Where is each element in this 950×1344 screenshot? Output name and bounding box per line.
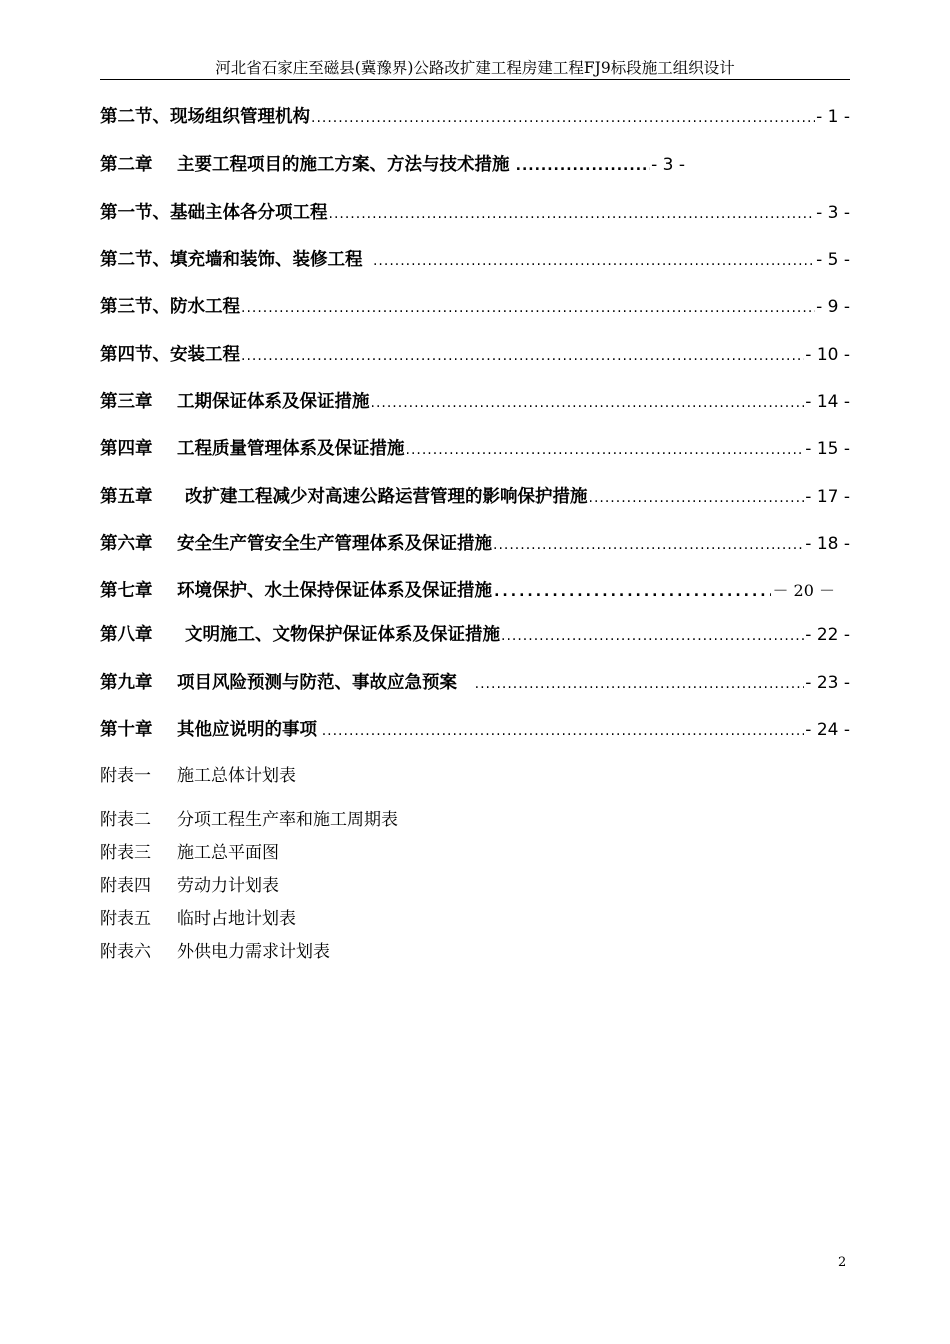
toc-leader — [494, 579, 771, 604]
toc-entry-title: 防水工程 — [170, 297, 240, 317]
toc-entry-title: 其他应说明的事项 — [177, 720, 317, 740]
toc-entry-title: 文明施工、文物保护保证体系及保证措施 — [185, 625, 500, 645]
toc-entry-page: - 24 - — [805, 720, 850, 740]
toc-entry[interactable] — [100, 717, 850, 743]
appendix-title: 施工总平面图 — [177, 843, 279, 863]
toc-leader — [406, 437, 805, 462]
appendix-label: 附表六 — [100, 942, 151, 962]
page-number: 2 — [838, 1255, 847, 1270]
header-rule — [100, 79, 850, 80]
toc-entry-number: 第三章 — [100, 392, 153, 412]
toc-entry-title: 环境保护、水土保持保证体系及保证措施 — [177, 581, 492, 601]
toc-leader — [241, 343, 804, 368]
toc-entry-title: 填充墙和装饰、装修工程 — [170, 250, 363, 270]
toc-entry-title: 现场组织管理机构 — [170, 107, 310, 127]
appendix-label: 附表二 — [100, 810, 151, 830]
appendix-item — [100, 841, 279, 865]
toc-entry[interactable] — [100, 484, 850, 510]
toc-leader — [241, 295, 815, 320]
toc-leader — [475, 671, 805, 696]
toc-leader — [311, 105, 815, 130]
toc-entry-title: 工程质量管理体系及保证措施 — [177, 439, 405, 459]
appendix-label: 附表五 — [100, 909, 151, 929]
toc-entry[interactable] — [100, 200, 850, 226]
toc-entry-page: - 22 - — [805, 625, 850, 645]
toc-entry-number: 第七章 — [100, 581, 153, 601]
toc-entry-number: 第三节、 — [100, 297, 170, 317]
appendix-title: 临时占地计划表 — [177, 909, 296, 929]
toc-entry-number: 第二节、 — [100, 107, 170, 127]
toc-entry-page: - 15 - — [805, 439, 850, 459]
toc-entry[interactable] — [100, 389, 850, 415]
toc-entry[interactable] — [100, 436, 850, 462]
toc-entry-page: - 18 - — [805, 534, 850, 554]
toc-entry-title: 改扩建工程减少对高速公路运营管理的影响保护措施 — [185, 487, 588, 507]
toc-entry-number: 第二节、 — [100, 250, 170, 270]
appendix-title: 施工总体计划表 — [177, 766, 296, 786]
toc-entry-number: 第六章 — [100, 534, 153, 554]
toc-entry-page: - 3 - — [816, 203, 850, 223]
toc-leader — [373, 248, 815, 273]
toc-leader — [516, 153, 650, 178]
toc-entry-number: 第一节、 — [100, 203, 170, 223]
toc-entry-title: 项目风险预测与防范、事故应急预案 — [177, 673, 457, 693]
toc-entry[interactable] — [100, 531, 850, 557]
toc-entry-page: － 20 － — [772, 581, 835, 600]
toc-entry-title: 主要工程项目的施工方案、方法与技术措施 — [177, 155, 510, 175]
appendix-label: 附表四 — [100, 876, 151, 896]
toc-entry-number: 第四节、 — [100, 345, 170, 365]
toc-entry[interactable] — [100, 294, 850, 320]
toc-leader — [589, 485, 805, 510]
toc-entry-page: - 3 - — [651, 155, 685, 175]
toc-entry[interactable] — [100, 247, 850, 273]
appendix-item — [100, 808, 398, 832]
toc-entry[interactable] — [100, 578, 835, 604]
toc-entry-page: - 17 - — [805, 487, 850, 507]
toc-entry[interactable] — [100, 670, 850, 696]
appendix-title: 分项工程生产率和施工周期表 — [177, 810, 398, 830]
toc-entry-title: 基础主体各分项工程 — [170, 203, 328, 223]
toc-entry-number: 第四章 — [100, 439, 153, 459]
toc-entry-number: 第五章 — [100, 487, 153, 507]
toc-leader — [501, 623, 804, 648]
toc-entry[interactable] — [100, 152, 685, 178]
toc-entry[interactable] — [100, 104, 850, 130]
toc-entry-page: - 5 - — [816, 250, 850, 270]
toc-entry-page: - 1 - — [816, 107, 850, 127]
toc-entry-page: - 23 - — [805, 673, 850, 693]
toc-entry-page: - 10 - — [805, 345, 850, 365]
appendix-item — [100, 874, 279, 898]
toc-entry[interactable] — [100, 342, 850, 368]
appendix-label: 附表一 — [100, 766, 151, 786]
toc-entry-page: - 14 - — [805, 392, 850, 412]
toc-entry-number: 第八章 — [100, 625, 153, 645]
appendix-item — [100, 764, 296, 788]
toc-entry-title: 工期保证体系及保证措施 — [177, 392, 370, 412]
toc-entry-title: 安全生产管安全生产管理体系及保证措施 — [177, 534, 492, 554]
toc-leader — [329, 201, 816, 226]
page-header: 河北省石家庄至磁县(冀豫界)公路改扩建工程房建工程FJ9标段施工组织设计 — [215, 59, 735, 77]
appendix-title: 外供电力需求计划表 — [177, 942, 330, 962]
appendix-item — [100, 940, 330, 964]
toc-entry-number: 第九章 — [100, 673, 153, 693]
appendix-title: 劳动力计划表 — [177, 876, 279, 896]
appendix-label: 附表三 — [100, 843, 151, 863]
toc-entry[interactable] — [100, 622, 850, 648]
toc-leader — [371, 390, 805, 415]
toc-entry-number: 第十章 — [100, 720, 153, 740]
toc-leader — [322, 718, 805, 743]
appendix-item — [100, 907, 296, 931]
toc-entry-page: - 9 - — [816, 297, 850, 317]
toc-entry-title: 安装工程 — [170, 345, 240, 365]
toc-entry-number: 第二章 — [100, 155, 153, 175]
toc-leader — [493, 532, 804, 557]
